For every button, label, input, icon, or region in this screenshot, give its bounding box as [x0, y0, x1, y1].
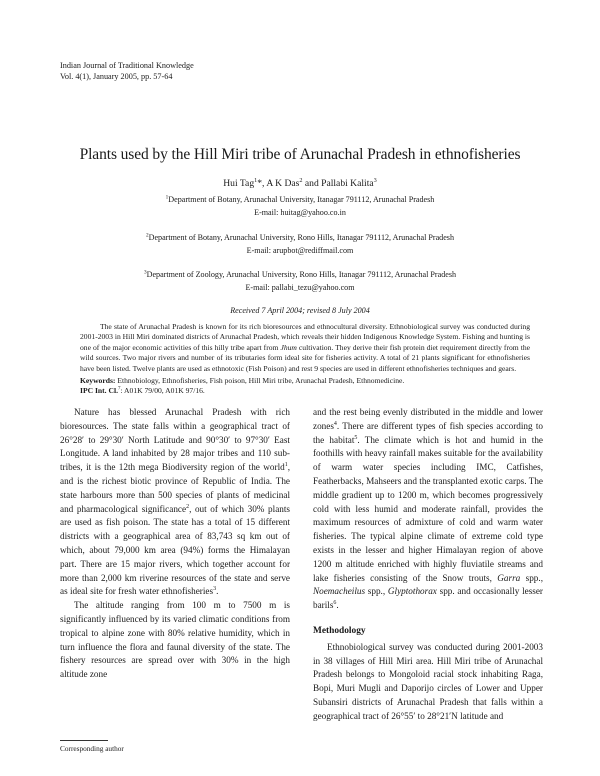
section-heading-methodology: Methodology: [313, 625, 366, 636]
email-3: E-mail: pallabi_tezu@yahoo.com: [245, 283, 355, 292]
paragraph: The altitude ranging from 100 m to 7500 m is significantly influenced by its varied climatic conditions from tropical to alpine zone with 80% relative humidity, which in turn influence the flora and faunal diversity of the state. The fishery resources are spread over with 30% in the high altitude zone: [60, 600, 290, 680]
author-2: , A K Das: [262, 178, 300, 189]
paper-title: Plants used by the Hill Miri tribe of Arunachal Pradesh in ethnofisheries: [79, 146, 521, 163]
affiliation-1: $^1$Department of Botany, Arunachal University, Itanagar 791112, Arunachal Pradesh E-mail: huitag@yahoo.co.in: [0, 194, 600, 218]
journal-citation: [60, 60, 194, 82]
received-dates: Received 7 April 2004; revised 8 July 2004: [230, 306, 370, 315]
abstract: The state of Arunachal Pradesh is known for its rich bioresources and ethnocultural diversity. Ethnobiological survey was conducted during 2001-2003 in Hill Miri dominated districts of Arunachal Pradesh, which reveals their hidden Indigenous Knowledge System. Fishing and hunting is one of the major economic activities of this hilly tribe apart from Jhum cultivation. They derive their fish protein diet requirement directly from the wild sources. Two major rivers and number of its tributaries form ideal site for fisheries activity. A total of 21 plants significant for ethnofisheries have been listed. Twelve plants are used as ethnotoxic (Fish Poison) and rest 9 species are used in different ethnofisheries techniques and gears.: [80, 322, 530, 373]
footnote-divider: [60, 740, 108, 741]
email-1: E-mail: huitag@yahoo.co.in: [254, 208, 346, 217]
author-list: Hui Tag$^1$*, A K Das$^2$ and Pallabi Kalita$^3$: [223, 176, 377, 189]
email-2: E-mail: arupbot@rediffmail.com: [246, 246, 354, 255]
affiliation-3: $^3$Department of Zoology, Arunachal University, Rono Hills, Itanagar 791112, Arunachal Pradesh E-mail: pallabi_tezu@yahoo.com: [0, 269, 600, 293]
paragraph: Ethnobiological survey was conducted during 2001-2003 in 38 villages of Hill Miri area. Hill Miri tribe of Arunachal Pradesh belongs to Mongoloid racial stock inhabiting Raga, Bopi, Muri Mugli and Daporijo circles of Lower and Upper Subansiri districts of Arunachal Pradesh that falls within a geographical tract of 26°55′ to 28°21′N latitude and: [313, 641, 543, 721]
journal-issue: Vol. 4(1), January 2005, pp. 57-64: [60, 72, 173, 81]
author-3: and Pallabi Kalita: [302, 178, 374, 189]
journal-name: Indian Journal of Traditional Knowledge: [60, 61, 194, 70]
body-right-column: [313, 406, 543, 724]
keywords: Keywords: Ethnobiology, Ethnofisheries, Fish poison, Hill Miri tribe, Arunachal Pradesh, Ethnomedicine.: [80, 376, 405, 385]
paragraph: and the rest being evenly distributed in the middle and lower zones$^4$. There are different types of fish species according to the habitat$^5$. The climate which is hot and humid in the foothills with heavy rainfall makes suitable for the availability of warm water species including IMC, Catfishes, Featherbacks, Mahseers and the transplanted exotic carps. The middle gradient up to 1200 m, which becomes progressively cold with less humid and moderate rainfall, provides the maximum resources of admixture of cold and warm water fisheries. The typical alpine climate of extreme cold type exists in the lesser and higher Himalayan region of above 1200 m altitude enriched with highly fluviatile streams and lake fisheries consisting of the Snow trouts, Garra spp., Noemacheilus spp., Glyptothorax spp. and occasionally lesser barils$^6$.: [313, 407, 543, 611]
affiliation-2: $^2$Department of Botany, Arunachal University, Rono Hills, Itanagar 791112, Arunachal Pradesh E-mail: arupbot@rediffmail.com: [0, 232, 600, 256]
footnote: Corresponding author: [60, 744, 124, 753]
paragraph: Nature has blessed Arunachal Pradesh with rich bioresources. The state falls within a geographical tract of 26°28′ to 29°30′ North Latitude and 90°30′ to 97°30′ East Longitude. A land inhabited by 28 major tribes and 110 sub-tribes, it is the 12th mega Biodiversity region of the world$^1$, and is the richest biotic province of Republic of India. The state harbours more than 500 species of plants of medicinal and pharmacological significance$^2$, out of which 30% plants are used as fish poison. The state has a total of 15 different districts with a geographical area of 83,743 sq km out of which, about 79,000 km area (94%) forms the Himalayan part. There are 15 major rivers, which together account for more than 2,000 km riverine resources of the state and serve as ideal site for fresh water ethnofisheries$^3$.: [60, 407, 290, 597]
ipc-classification: IPC Int. Cl.$^7$: A01K 79/00, A01K 97/16.: [80, 386, 205, 395]
author-1: Hui Tag: [223, 178, 255, 189]
body-left-column: [60, 406, 290, 682]
